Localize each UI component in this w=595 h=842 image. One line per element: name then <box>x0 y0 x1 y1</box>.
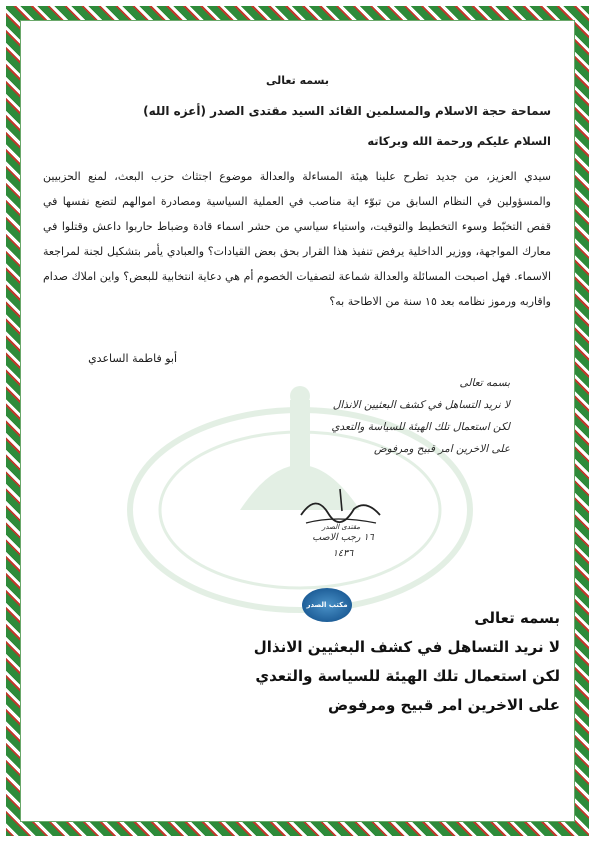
transcript-line: لكن استعمال تلك الهيئة للسياسة والتعدي <box>255 667 560 685</box>
handwritten-line: لكن استعمال تلك الهيئة للسياسة والتعدي <box>331 421 510 433</box>
letter-address: سماحة حجة الاسلام والمسلمين القائد السيد مقتدى الصدر (أعزه الله) <box>143 104 551 118</box>
signature <box>296 485 386 531</box>
signature-date-line: ١٦ رجب الاصب <box>312 532 374 543</box>
signature-name: مقتدى الصدر <box>322 523 360 531</box>
transcript-line: بسمه تعالى <box>474 609 560 627</box>
letter-body: سيدي العزيز، من جديد تطرح علينا هيئة المساءلة والعدالة موضوع اجتثاث حزب البعث، لمنع الحزبيين والمسؤولين في النظام السابق من تبوّء اية مناصب في العملية السياسية ومصادرة اموالهم لتضع نفسها في قفص التخبّط وسوء التخطيط والتوقيت، واستياء سياسي من حشر اسماء قادة وضباط حاربوا داعش وقتلوا في معارك المواجهة، ووزير الداخلية يرفض تنفيذ هذا القرار بحق بعض القيادات؟ والعبادي يأمر بتشكيل لجنة لمراجعة الاسماء. فهل اصبحت المسائلة والعدالة شماعة لتصفيات الخصوم أم هي دعاية انتخابية للبعض؟ واين املاك صدام واقاربه ورموز نظامه بعد ١٥ سنة من الاطاحة به؟ <box>43 170 551 308</box>
transcript-line: لا نريد التساهل في كشف البعثيين الانذال <box>253 638 560 656</box>
handwritten-reply <box>270 372 510 460</box>
handwritten-line: بسمه تعالى <box>459 377 510 389</box>
letter-sender: أبو فاطمة الساعدي <box>88 352 177 365</box>
seal-text: مكتب الصدر <box>306 601 348 609</box>
handwritten-line: على الاخرين امر قبيح ومرفوض <box>373 443 510 455</box>
typed-transcript <box>30 604 560 720</box>
letter-basmala: بسمه تعالى <box>266 74 329 87</box>
transcript-line: على الاخرين امر قبيح ومرفوض <box>327 696 560 714</box>
handwritten-line: لا نريد التساهل في كشف البعثيين الانذال <box>332 399 510 411</box>
letter-greeting: السلام عليكم ورحمة الله وبركاته <box>367 134 551 148</box>
signature-date-line: ١٤٣٦ <box>332 548 354 559</box>
signature-date <box>288 530 398 562</box>
